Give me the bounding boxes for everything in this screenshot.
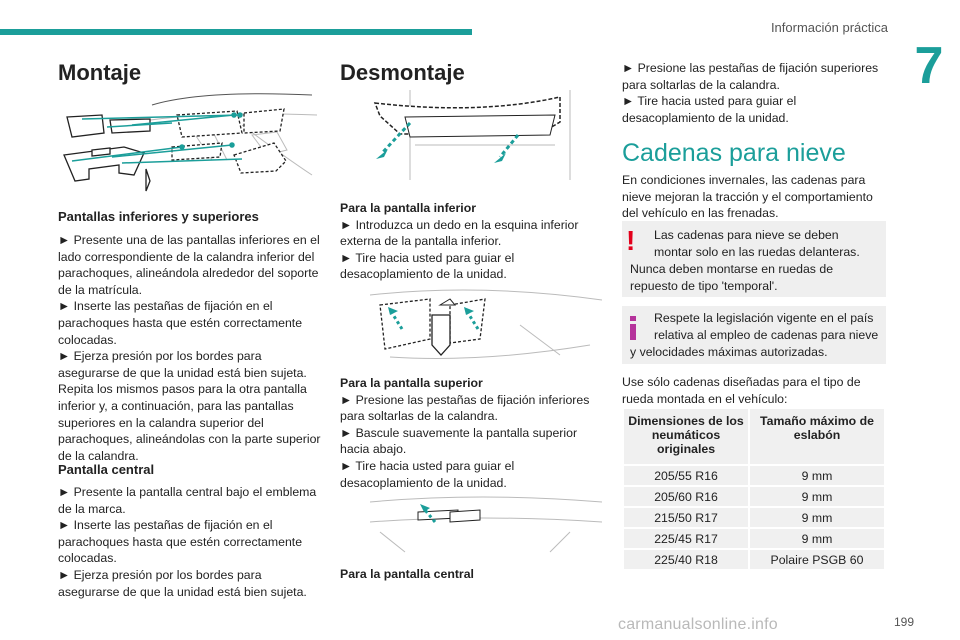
lower-removal-text: Para la pantalla inferior ► Introduzca un dedo en la esquina inferior externa de la pantalla inferior. ► Tire hacia usted para guiar el desacoplamiento de la unidad. (340, 201, 579, 282)
section-header: Información práctica (770, 20, 888, 35)
montaje-title: Montaje (58, 60, 142, 85)
table-row: 225/45 R17 9 mm (623, 528, 885, 549)
chapter-number: 7 (914, 37, 944, 95)
table-row: 225/40 R18 Polaire PSGB 60 (623, 549, 885, 570)
tyre-usage-text: Use sólo cadenas diseñadas para el tipo de rueda montada en el vehículo: (622, 375, 861, 406)
warning-box (622, 221, 886, 297)
watermark: carmanualsonline.info (618, 616, 778, 633)
info-line: Respete la legislación vigente en el país (654, 311, 874, 325)
snow-chains-title: Cadenas para nieve (622, 139, 846, 167)
lower-screen-removal-illustration (370, 85, 602, 185)
central-screen-removal-illustration (370, 492, 602, 560)
table-header: Dimensiones de los neumáticos originales (623, 408, 749, 465)
warning-line: repuesto de tipo 'temporal'. (630, 279, 778, 293)
table-row: 215/50 R17 9 mm (623, 507, 885, 528)
upper-screen-removal-illustration (370, 285, 602, 365)
snow-chains-intro: En condiciones invernales, las cadenas para nieve mejoran la tracción y el comportamiento del vehículo en las frenadas. (622, 173, 873, 221)
page-number: 199 (893, 615, 914, 629)
warning-exclamation-icon: ! (626, 225, 636, 256)
table-row: 205/60 R16 9 mm (623, 486, 885, 507)
warning-line: Las cadenas para nieve se deben (654, 228, 839, 242)
upper-removal-text: Para la pantalla superior ► Presione las pestañas de fijación inferiores para soltarlas de la calandra. ► Bascule suavemente la pantalla superior hacia abajo. ► Tire hacia usted para guiar el desacoplamiento de la unidad. (340, 376, 590, 490)
tyre-chain-table (622, 407, 886, 571)
table-header: Tamaño máximo de eslabón (749, 408, 885, 465)
info-icon (626, 312, 640, 342)
header-accent-bar (0, 29, 472, 35)
lower-upper-screens-text: ► Presente una de las pantallas inferiores en el lado correspondiente de la calandra inferior del parachoques, alineándola alrededor del soporte de la matrícula. ► Inserte las pestañas de fijación en el parachoques hasta que estén correctamente colocadas. ► Ejerza presión por los bordes para asegurarse de que la unidad está bien sujeta. Repita los mismos pasos para la otra pantalla inferior y, a continuación, para las pantallas superiores en la calandra superior del parachoques, alineándolas con la parte superior de la calandra. (58, 233, 321, 463)
info-line: relativa al empleo de cadenas para nieve (654, 328, 879, 342)
info-line: y velocidades máximas autorizadas. (630, 345, 828, 359)
mounting-illustration (62, 85, 320, 193)
central-removal-title: Para la pantalla central (340, 567, 474, 581)
central-removal-text: ► Presione las pestañas de fijación superiores para soltarlas de la calandra. ► Tire hacia usted para guiar el desacoplamiento de la unidad. (622, 61, 879, 125)
table-row: 205/55 R16 9 mm (623, 465, 885, 486)
central-screen-subtitle: Pantalla central (58, 462, 155, 477)
info-box (622, 306, 886, 364)
warning-line: montar solo en las ruedas delanteras. (654, 245, 860, 259)
desmontaje-title: Desmontaje (340, 60, 465, 85)
central-screen-text: ► Presente la pantalla central bajo el emblema de la marca. ► Inserte las pestañas de fijación en el parachoques hasta que estén correctamente colocadas. ► Ejerza presión por los bordes para asegurarse de que la unidad está bien sujeta. (58, 485, 317, 599)
warning-line: Nunca deben montarse en ruedas de (630, 262, 834, 276)
lower-upper-screens-subtitle: Pantallas inferiores y superiores (58, 209, 259, 224)
